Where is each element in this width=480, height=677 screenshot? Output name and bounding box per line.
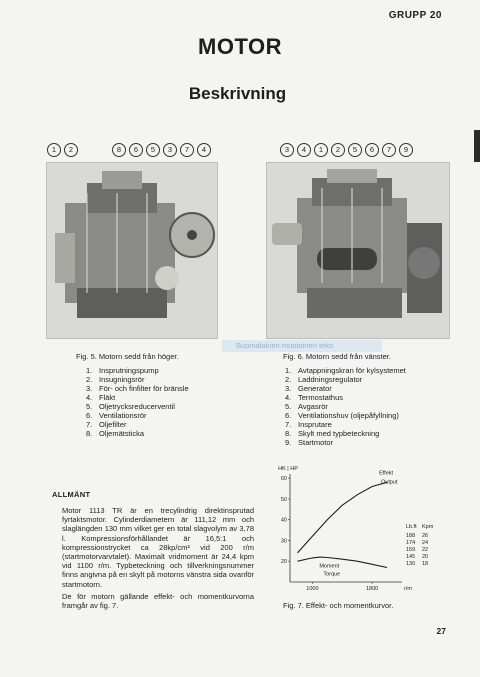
torque-scale-value: 26 bbox=[422, 533, 429, 539]
torque-scale-header: Lb.ft bbox=[406, 524, 417, 530]
y-tick-label: 20 bbox=[280, 559, 287, 566]
torque-scale-value: 145 bbox=[406, 554, 416, 560]
section-paragraph: Motor 1113 TR är en trecylindrig direktinsprutad fyrtaktsmotor. Cylinderdiametern är 111,12 mm och slaglängden 130 mm vilket ger en total slagvolym av 3,78 l. Kompressionsförhållandet är 16,5:1 och kompressionstrycket ca 28kp/cm² vid 200 r/m (startmotorvarvtalet). Maximalt vridmoment är 24,4 kpm vid 1100 r/m. Typbeteckning och tillverkningsnummer finns angivna på en skylt på motorns vänstra sida ovanför startmotorn. bbox=[62, 506, 254, 589]
torque-scale-value: 24 bbox=[422, 540, 429, 546]
legend-item: 8. Skylt med typbeteckning bbox=[285, 429, 380, 438]
figure5-callout: 5 bbox=[146, 143, 160, 157]
y-axis-label: HK | HP bbox=[278, 466, 298, 472]
torque-scale-value: 22 bbox=[422, 547, 429, 553]
legend-item: 6. Ventilationshuv (oljepåfyllning) bbox=[285, 411, 399, 420]
figure5-callout: 4 bbox=[197, 143, 211, 157]
legend-item: 3. För- och finfilter för bränsle bbox=[86, 384, 189, 393]
torque-scale-header: Kpm bbox=[422, 524, 434, 530]
y-tick-label: 50 bbox=[280, 496, 287, 503]
torque-scale-value: 20 bbox=[422, 554, 429, 560]
x-unit-label: r/m bbox=[404, 586, 412, 592]
engine-left-side-photo bbox=[266, 162, 450, 339]
output-curve bbox=[298, 482, 388, 553]
torque-en-label: Torque bbox=[323, 571, 341, 578]
engine-right-side-photo bbox=[46, 162, 218, 339]
figure6-callout: 4 bbox=[297, 143, 311, 157]
output-en-label: Output bbox=[381, 479, 398, 486]
legend-item: 4. Termostathus bbox=[285, 393, 344, 402]
output-label: Effekt bbox=[379, 470, 394, 477]
x-tick-label: 1000 bbox=[306, 586, 319, 592]
torque-label: Moment bbox=[319, 563, 340, 570]
y-tick-label: 40 bbox=[280, 517, 287, 524]
torque-curve bbox=[298, 557, 388, 570]
power-torque-chart bbox=[268, 462, 444, 597]
torque-scale-value: 188 bbox=[406, 533, 416, 539]
x-tick-label: 1800 bbox=[366, 586, 379, 592]
page-subtitle: Beskrivning bbox=[188, 84, 287, 103]
figure5-callouts bbox=[47, 143, 211, 157]
legend-item: 1. Insprutningspump bbox=[86, 366, 159, 375]
figure5-callout: 8 bbox=[112, 143, 126, 157]
page-number: 27 bbox=[436, 626, 446, 636]
figure6-callout: 9 bbox=[399, 143, 413, 157]
section-title: ALLMÄNT bbox=[52, 490, 91, 499]
section-paragraph: De för motorn gällande effekt- och momentkurvorna framgår av fig. 7. bbox=[62, 592, 254, 611]
figure5-callout: 2 bbox=[64, 143, 78, 157]
legend-item: 5. Avgasrör bbox=[285, 402, 328, 411]
figure6-caption: Fig. 6. Motorn sedd från vänster. bbox=[283, 352, 391, 361]
figure5-callout: 6 bbox=[129, 143, 143, 157]
figure5-callout: 1 bbox=[47, 143, 61, 157]
figure7-caption: Fig. 7. Effekt- och momentkurvor. bbox=[283, 601, 394, 610]
legend-item: 5. Oljetrycksreducerventil bbox=[86, 402, 175, 411]
figure6-callout: 1 bbox=[314, 143, 328, 157]
torque-scale-value: 130 bbox=[406, 561, 416, 567]
legend-item: 2. Laddningsregulator bbox=[285, 375, 363, 384]
page-edge-tab bbox=[474, 130, 480, 162]
figure6-callout: 7 bbox=[382, 143, 396, 157]
legend-item: 7. Oljefilter bbox=[86, 420, 127, 429]
legend-item: 3. Generator bbox=[285, 384, 332, 393]
figure5-callout: 3 bbox=[163, 143, 177, 157]
page-title: MOTOR bbox=[198, 34, 282, 59]
figure5-legend bbox=[86, 366, 216, 438]
legend-item: 9. Startmotor bbox=[285, 438, 334, 447]
figure5-caption: Fig. 5. Motorn sedd från höger. bbox=[76, 352, 179, 361]
legend-item: 6. Ventilationsrör bbox=[86, 411, 147, 420]
group-label: GRUPP 20 bbox=[388, 10, 442, 21]
legend-item: 4. Fläkt bbox=[86, 393, 116, 402]
watermark-banner: Suomalainen muotoinen teko bbox=[222, 340, 382, 352]
figure6-callout: 6 bbox=[365, 143, 379, 157]
legend-item: 2. Insugningsrör bbox=[86, 375, 145, 384]
torque-scale-value: 18 bbox=[422, 561, 429, 567]
legend-item: 7. Insprutare bbox=[285, 420, 332, 429]
y-tick-label: 30 bbox=[280, 538, 287, 545]
figure6-callout: 5 bbox=[348, 143, 362, 157]
figure6-legend bbox=[285, 366, 455, 447]
figure6-callout: 2 bbox=[331, 143, 345, 157]
torque-scale-value: 174 bbox=[406, 540, 416, 546]
legend-item: 1. Avtappningskran för kylsystemet bbox=[285, 366, 406, 375]
legend-item: 8. Oljemätsticka bbox=[86, 429, 145, 438]
figure5-callout: 7 bbox=[180, 143, 194, 157]
figure6-callouts bbox=[280, 143, 413, 157]
figure6-callout: 3 bbox=[280, 143, 294, 157]
y-tick-label: 60 bbox=[280, 476, 287, 483]
torque-scale-value: 159 bbox=[406, 547, 416, 553]
